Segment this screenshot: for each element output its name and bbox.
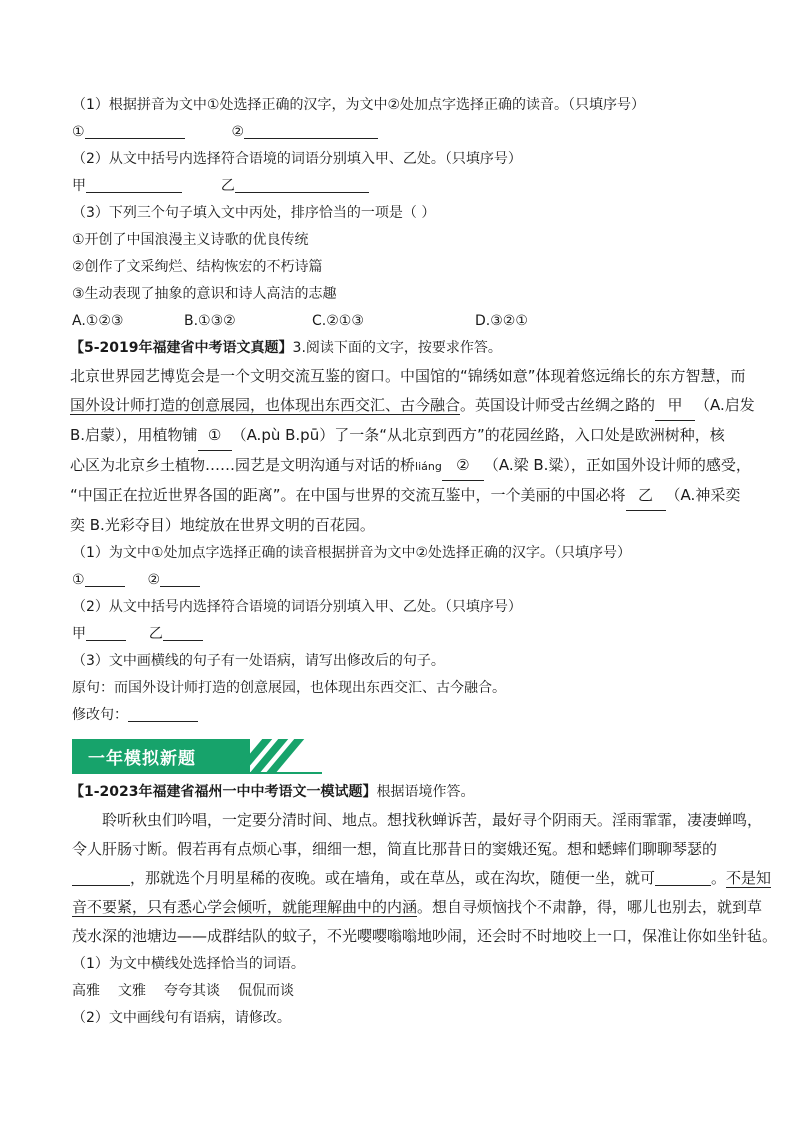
sentence-2: ②创作了文采绚烂、结构恢宏的不朽诗篇: [72, 259, 323, 275]
underlined-sentence: 音不要紧，只有悉心学会倾听，就能理解曲中的内涵: [72, 898, 418, 916]
sentence-1: ①开创了中国浪漫主义诗歌的优良传统: [72, 232, 309, 248]
q5-header: [70, 335, 732, 362]
q5-sub3: （3）文中画横线的句子有一处语病，请写出修改后的句子。: [72, 653, 445, 669]
answer-blank[interactable]: [244, 122, 378, 139]
choice-options: [72, 308, 732, 335]
prev-q3: （3）下列三个句子填入文中丙处，排序恰当的一项是（ ）: [72, 205, 436, 221]
blank-1[interactable]: ①: [198, 421, 232, 451]
prev-q1: （1）根据拼音为文中①处选择正确的汉字，为文中②处加点字选择正确的读音。（只填序号）: [72, 97, 646, 113]
q1n-sub1: （1）为文中横线处选择恰当的词语。: [72, 956, 305, 972]
answer-blank[interactable]: [163, 624, 203, 641]
passage-blank-1[interactable]: [72, 869, 130, 886]
word-choice: 夸夸其谈: [164, 983, 220, 999]
answer-blank[interactable]: [86, 176, 182, 193]
option-a[interactable]: A.①②③: [72, 313, 124, 329]
original-sentence: 原句：而国外设计师打造的创意展园，也体现出东西交汇、古今融合。: [72, 680, 506, 696]
passage-blank-2[interactable]: [655, 869, 711, 886]
answer-blank[interactable]: [86, 624, 126, 641]
answer-blank[interactable]: [85, 570, 125, 587]
q1n-source: 【1-2023年福建省福州一中中考语文一模试题】: [70, 784, 377, 800]
answer-blank[interactable]: [128, 705, 198, 722]
q5-answer-row-2: 甲 乙: [72, 621, 732, 648]
prev-answer-row-2: 甲 乙: [72, 173, 732, 200]
underlined-sentence: 国外设计师打造的创意展园，也体现出东西交汇、古今融合: [70, 396, 461, 414]
word-choice: 文雅: [118, 983, 146, 999]
page-content: [70, 92, 778, 1032]
section-banner: [72, 739, 732, 773]
prev-q2: （2）从文中括号内选择符合语境的词语分别填入甲、乙处。（只填序号）: [72, 151, 522, 167]
revised-row: 修改句：: [72, 702, 732, 729]
word-choice: 侃侃而谈: [238, 983, 294, 999]
answer-blank[interactable]: [235, 176, 369, 193]
blank-jia[interactable]: 甲: [655, 391, 695, 421]
q5-sub2: （2）从文中括号内选择符合语境的词语分别填入甲、乙处。（只填序号）: [72, 599, 522, 615]
q1n-sub2: （2）文中画线句有语病，请修改。: [72, 1010, 291, 1026]
q5-passage: 北京世界园艺博览会是一个文明交流互鉴的窗口。中国馆的“锦绣如意”体现着悠远绵长的东方智慧，而 国外设计师打造的创意展园，也体现出东西交汇、古今融合。英国设计师受古丝绸之路的 甲 （A.启发 B.启蒙），用植物铺 ① （A.pù B.pū）了一条“从北京到西方”的花园丝路，入口处是欧洲树种，核 心区为北京乡土植物……园艺是文明沟通与对话的桥liáng ② （A.梁 B.粱），正如国外设计师的感受， “中国正在拉近世界各国的距离”。在中国与世界的交流互鉴中，一个美丽的中国必将 乙 （A.神采奕 奕 B.光彩夺目）地绽放在世界文明的百花园。: [70, 367, 755, 534]
prev-answer-row-1: ① ②: [72, 119, 732, 146]
q1n-header: [70, 779, 732, 806]
word-choices: [72, 978, 732, 1005]
word-choice: 高雅: [72, 983, 100, 999]
option-d[interactable]: D.③②①: [475, 313, 528, 329]
section-title: 一年模拟新题: [88, 749, 196, 769]
answer-blank[interactable]: [85, 122, 185, 139]
q5-sub1: （1）为文中①处加点字选择正确的读音根据拼音为文中②处选择正确的汉字。（只填序号）: [72, 545, 632, 561]
option-c[interactable]: C.②①③: [312, 313, 364, 329]
answer-blank[interactable]: [160, 570, 200, 587]
q1n-passage: 聆听秋虫们吟唱，一定要分清时间、地点。想找秋蝉诉苦，最好寻个阴雨天。淫雨霏霏，凄凄蝉鸣， 令人肝肠寸断。假若再有点烦心事，细细一想，简直比那昔日的窦娥还冤。想和蟋蟀们聊聊琴瑟的 ，那就选个月明星稀的夜晚。或在墙角，或在草丛，或在沟坎，随便一坐，就可 。不是知 音不要紧，只有悉心学会倾听，就能理解曲中的内涵。想自寻烦恼找个不肃静，得，哪儿也别去，就到草 茂水深的池塘边——成群结队的蚊子，不光嘤嘤嗡嗡地吵闹，还会时不时地咬上一口，保准让你如坐针毡。: [72, 811, 778, 945]
sentence-3: ③生动表现了抽象的意识和诗人高洁的志趣: [72, 286, 337, 302]
blank-2[interactable]: ②: [442, 451, 484, 481]
q5-answer-row-1: ① ②: [72, 567, 732, 594]
q1n-instruction: 根据语境作答。: [376, 784, 475, 800]
underlined-sentence: 不是知: [726, 869, 772, 887]
pinyin: liáng: [415, 460, 442, 473]
q5-instruction: 3.阅读下面的文字，按要求作答。: [292, 340, 502, 356]
blank-yi[interactable]: 乙: [626, 481, 666, 511]
option-b[interactable]: B.①③②: [184, 313, 236, 329]
q5-source: 【5-2019年福建省中考语文真题】: [70, 340, 293, 356]
